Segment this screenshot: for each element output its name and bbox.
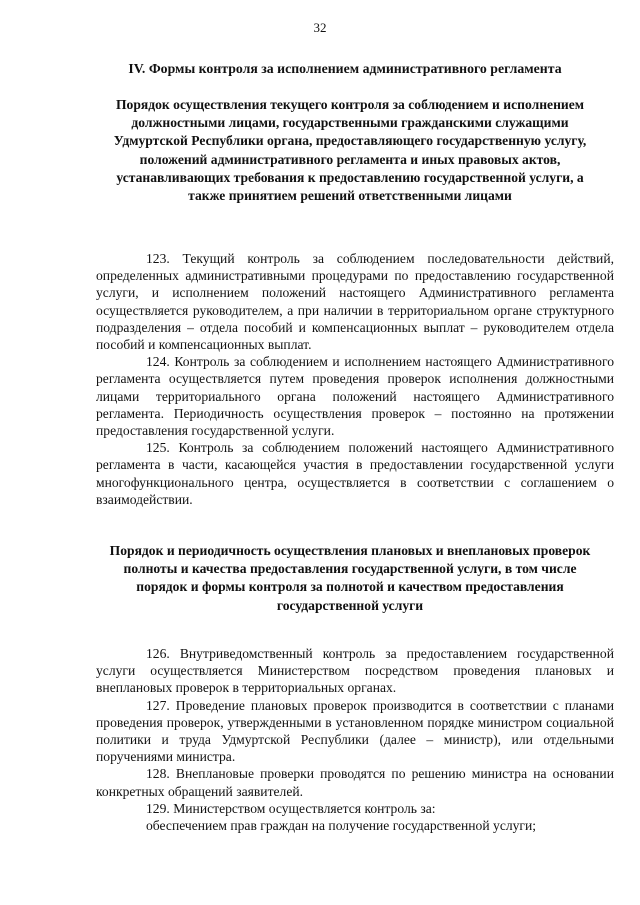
- page-number: 32: [313, 20, 327, 35]
- paragraph-block-2: [96, 645, 614, 834]
- paragraph-126: 126. Внутриведомственный контроль за предоставлением государственной услуги осуществляется Министерством посредством проведения плановых и внеплановых проверок в территориальных органах.: [96, 646, 614, 696]
- section-heading: IV. Формы контроля за исполнением административного регламента: [128, 61, 562, 76]
- paragraph-128: 128. Внеплановые проверки проводятся по решению министра на основании конкретных обращений заявителей.: [96, 766, 614, 799]
- paragraph-129: 129. Министерством осуществляется контроль за:: [146, 800, 436, 816]
- subheading-inspections: Порядок и периодичность осуществления плановых и внеплановых проверок полноты и качества предоставления государственной услуги, в том числе порядок и формы контроля за полнотой и качеством предоставления государственной услуги: [109, 543, 591, 613]
- subheading-current-control: Порядок осуществления текущего контроля за соблюдением и исполнением должностными лицами, государственными гражданскими служащими Удмуртской Республики органа, предоставляющего государственную услугу, положений административного регламента и иных правовых актов, устанавливающих требования к предоставлению государственной услуги, а также принятием решений ответственными лицами: [113, 97, 587, 204]
- paragraph-124: 124. Контроль за соблюдением и исполнением настоящего Административного регламента осуществляется путем проведения проверок исполнения должностными лицами территориального органа положений настоящего Административного регламента. Периодичность осуществления проверок – постоянно на протяжении предоставления государственной услуги.: [96, 354, 614, 439]
- paragraph-123: 123. Текущий контроль за соблюдением последовательности действий, определенных административными процедурами по предоставлению государственной услуги, и исполнением положений настоящего Административного регламента осуществляется руководителем, а при наличии в территориальном органе структурного подразделения – отдела пособий и компенсационных выплат – руководителем отдела пособий и компенсационных выплат.: [96, 251, 614, 353]
- paragraph-block-1: [96, 250, 614, 508]
- paragraph-125: 125. Контроль за соблюдением положений настоящего Административного регламента в части, касающейся участия в предоставлении государственной услуги многофункционального центра, осуществляется в соответствии с соглашением о взаимодействии.: [96, 440, 614, 507]
- paragraph-129-item: обеспечением прав граждан на получение государственной услуги;: [146, 818, 537, 834]
- paragraph-127: 127. Проведение плановых проверок производится в соответствии с планами проведения проверок, утвержденными в установленном порядке министром социальной политики и труда Удмуртской Республики (далее – министр), или отдельными поручениями министра.: [96, 697, 614, 765]
